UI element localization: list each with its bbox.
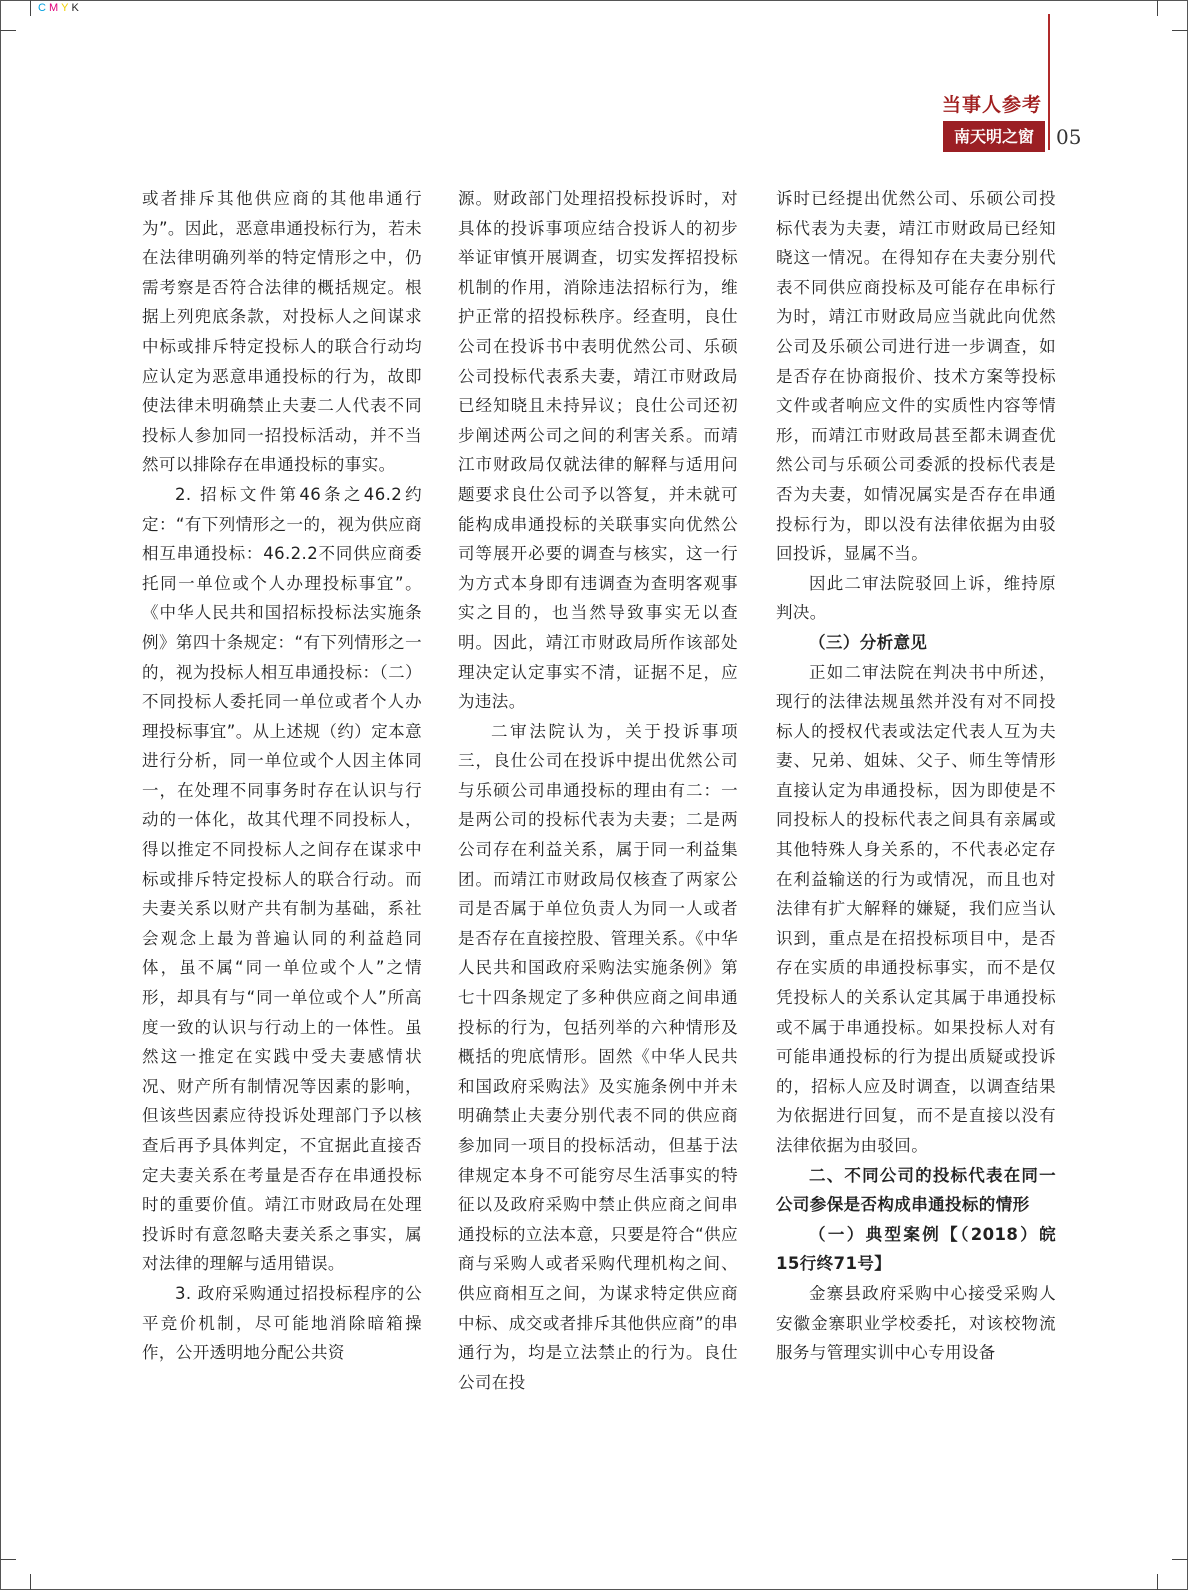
body-paragraph: 因此二审法院驳回上诉，维持原判决。 [776,573,1056,623]
subsection-heading: （一）典型案例【（2018）皖15行终71号】 [776,1224,1056,1274]
subsection-heading: （三）分析意见 [809,632,928,652]
body-paragraph: 诉时已经提出优然公司、乐硕公司投标代表为夫妻，靖江市财政局已经知晓这一情况。在得知存在夫妻分别代表不同供应商投标及可能存在串标行为时，靖江市财政局应当就此向优然公司及乐硕公司进行进一步调查，如是否存在协商报价、技术方案等投标文件或者响应文件的实质性内容等情形，而靖江市财政局甚至都未调查优然公司与乐硕公司委派的投标代表是否为夫妻，如情况属实是否存在串通投标行为，即以没有法律依据为由驳回投诉，显属不当。 [776,189,1056,564]
crop-mark-bl-v [30,1574,31,1590]
cmyk-letter-c: C [38,2,49,14]
crop-mark-tr-v [1157,0,1158,16]
crop-mark-tr-h [1172,30,1188,31]
page-border-top [0,0,1188,1]
crop-mark-bl-h [0,1559,16,1560]
cmyk-letter-m: M [48,2,62,14]
cmyk-letter-k: K [71,2,82,14]
header-vertical-rule [1048,14,1050,150]
section-heading: 二、不同公司的投标代表在同一公司参保是否构成串通投标的情形 [776,1165,1056,1215]
body-paragraph: 二审法院认为，关于投诉事项三，良仕公司在投诉中提出优然公司与乐硕公司串通投标的理由有二：一是两公司的投标代表为夫妻；二是两公司存在利益关系，属于同一利益集团。而靖江市财政局仅核查了两家公司是否属于单位负责人为同一人或者是否存在直接控股、管理关系。《中华人民共和国政府采购法实施条例》第七十四条规定了多种供应商之间串通投标的行为，包括列举的六种情形及概括的兜底情形。固然《中华人民共和国政府采购法》及实施条例中并未明确禁止夫妻分别代表不同的供应商参加同一项目的投标活动，但基于法律规定本身不可能穷尽生活事实的特征以及政府采购中禁止供应商之间串通投标的立法本意，只要是符合“供应商与采购人或者采购代理机构之间、供应商相互之间，为谋求特定供应商中标、成交或者排斥其他供应商”的串通行为，均是立法禁止的行为。良仕公司在投 [458,721,738,1392]
text-column-2 [458,184,738,1397]
body-paragraph: 或者排斥其他供应商的其他串通行为”。因此，恶意串通投标行为，若未在法律明确列举的特定情形之中，仍需考察是否符合法律的概括规定。根据上列兜底条款，对投标人之间谋求中标或排斥特定投标人的联合行动均应认定为恶意串通投标的行为，故即使法律未明确禁止夫妻二人代表不同投标人参加同一招投标活动，并不当然可以排除存在串通投标的事实。 [142,189,422,475]
crop-mark-br-h [1172,1559,1188,1560]
body-paragraph: 正如二审法院在判决书中所述，现行的法律法规虽然并没有对不同投标人的授权代表或法定代表人互为夫妻、兄弟、姐妹、父子、师生等情形直接认定为串通投标，因为即使是不同投标人的投标代表之间具有亲属或其他特殊人身关系的，不代表必定存在利益输送的行为或情况，而且也对法律有扩大解释的嫌疑，我们应当认识到，重点是在招投标项目中，是否存在实质的串通投标事实，而不是仅凭投标人的关系认定其属于串通投标或不属于串通投标。如果投标人对有可能串通投标的行为提出质疑或投诉的，招标人应及时调查，以调查结果为依据进行回复，而不是直接以没有法律依据为由驳回。 [776,662,1056,1155]
body-paragraph: 2. 招标文件第46条之46.2约定：“有下列情形之一的，视为供应商相互串通投标：46.2.2不同供应商委托同一单位或个人办理投标事宜”。《中华人民共和国招标投标法实施条例》第四十条规定：“有下列情形之一的，视为投标人相互串通投标：（二）不同投标人委托同一单位或者个人办理投标事宜”。从上述规（约）定本意进行分析，同一单位或个人因主体同一，在处理不同事务时存在认识与行动的一体化，故其代理不同投标人，得以推定不同投标人之间存在谋求中标或排斥特定投标人的联合行动。而夫妻关系以财产共有制为基础，系社会观念上最为普遍认同的利益趋同体，虽不属“同一单位或个人”之情形，却具有与“同一单位或个人”所高度一致的认识与行动上的一体性。虽然这一推定在实践中受夫妻感情状况、财产所有制情况等因素的影响，但该些因素应待投诉处理部门予以核查后再予具体判定，不宜据此直接否定夫妻关系在考量是否存在串通投标时的重要价值。靖江市财政局在处理投诉时有意忽略夫妻关系之事实，属对法律的理解与适用错误。 [142,484,422,1274]
text-column-3 [776,184,1056,1368]
page-number: 05 [1056,125,1082,149]
body-paragraph: 3. 政府采购通过招投标程序的公平竞价机制，尽可能地消除暗箱操作，公开透明地分配公共资 [142,1283,422,1363]
section-tag: 南天明之窗 [943,121,1045,152]
cmyk-letter-y: Y [61,2,72,14]
body-paragraph: 源。财政部门处理招投标投诉时，对具体的投诉事项应结合投诉人的初步举证审慎开展调查，切实发挥招投标机制的作用，消除违法招标行为，维护正常的招投标秩序。经查明，良仕公司在投诉书中表明优然公司、乐硕公司投标代表系夫妻，靖江市财政局已经知晓且未持异议；良仕公司还初步阐述两公司之间的利害关系。而靖江市财政局仅就法律的解释与适用问题要求良仕公司予以答复，并未就可能构成串通投标的关联事实向优然公司等展开必要的调查与核实，这一行为方式本身即有违调查为查明客观事实之目的，也当然导致事实无以查明。因此，靖江市财政局所作该部处理决定认定事实不清，证据不足，应为违法。 [458,189,738,712]
cmyk-registration [38,2,82,14]
body-paragraph: 金寨县政府采购中心接受采购人安徽金寨职业学校委托，对该校物流服务与管理实训中心专用设备 [776,1283,1056,1363]
crop-mark-br-v [1157,1574,1158,1590]
text-column-1 [142,184,422,1368]
page-border-left [0,0,1,1590]
column-kicker: 当事人参考 [941,94,1042,116]
crop-mark-tl-v [30,0,31,16]
crop-mark-tl-h [0,30,16,31]
